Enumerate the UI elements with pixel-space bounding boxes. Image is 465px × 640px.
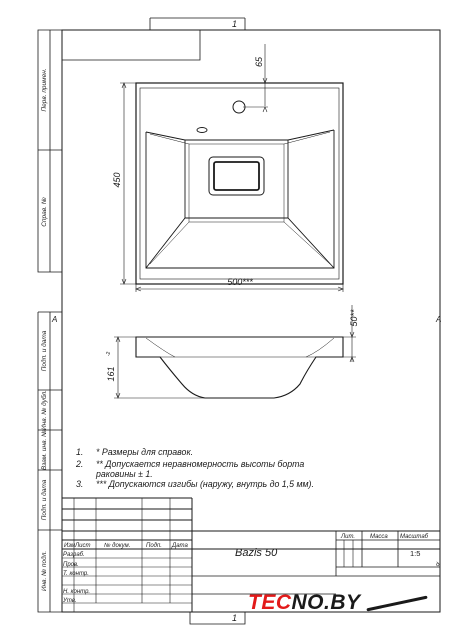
top-stamp	[150, 18, 245, 30]
tb-col-doc-number: № докум.	[104, 543, 131, 549]
left-strip-top	[38, 30, 62, 272]
tb-row-developed: Разраб.	[63, 552, 85, 558]
notes	[75, 447, 314, 489]
stamp-label-replaced-inv: Взам. инв. №	[41, 429, 48, 471]
dim-total-height-tolerance: -2	[106, 351, 112, 357]
basin-side-view	[136, 337, 343, 398]
logo-part-dark: NO.BY	[291, 591, 361, 614]
tb-header-mass: Масса	[370, 534, 388, 540]
tecno-logo	[248, 588, 413, 618]
note-1-number: 1.	[76, 447, 84, 457]
note-3-text: *** Допускаются изгибы (наружу, внутрь до 1,5 мм).	[96, 479, 314, 489]
note-3-number: 3.	[76, 479, 84, 489]
tb-row-approved: Утв.	[63, 598, 77, 604]
tb-row-checked: Пров.	[63, 562, 79, 568]
sheet-number-bottom: 1	[232, 613, 238, 623]
sheet-number-top: 1	[232, 19, 238, 29]
frame-border	[62, 30, 440, 612]
note-2-text-cont: раковины ± 1.	[96, 469, 153, 479]
dim-hole-offset: 65	[254, 56, 264, 68]
corner-mark-a: А	[52, 315, 58, 324]
tb-header-scale: Масштаб	[400, 534, 429, 540]
tb-col-signature: Подп.	[146, 543, 162, 549]
corner-mark-a-right: А	[436, 315, 442, 324]
stamp-label-dup-inv: Инв. № дубл.	[41, 390, 48, 430]
stamp-label-orig-inv: Инв. № подл.	[41, 550, 48, 592]
product-name: Bazis 50	[235, 547, 278, 559]
dimension-lines-top	[120, 44, 343, 292]
tb-row-tech-control: Т. контр.	[63, 571, 89, 577]
dim-width: 500***	[227, 277, 253, 287]
dim-total-height: 161	[106, 366, 116, 382]
tb-header-lit: Лит.	[341, 534, 356, 540]
note-2-text: ** Допускается неравномерность высоты борта	[96, 459, 305, 469]
note-1-text: * Размеры для справок.	[96, 447, 194, 457]
tb-col-date: Дата	[172, 543, 188, 549]
dim-depth: 450	[112, 172, 122, 188]
stamp-label-sign-date-2: Подп. и дата	[41, 479, 48, 521]
stamp-label-sign-date-1: Подп. и дата	[41, 330, 48, 372]
tb-row-norm-control: Н. контр.	[63, 589, 91, 595]
basin-top-view	[136, 83, 343, 284]
dimension-lines-side	[114, 305, 356, 398]
stamp-label-reference: Справ. №	[41, 197, 48, 227]
tb-col-sheet: Лист	[75, 543, 91, 549]
dim-rim-height: 50**	[349, 309, 359, 327]
note-2-number: 2.	[76, 459, 84, 469]
tb-scale-value: 1:5	[410, 549, 421, 558]
tb-col-change: Изм	[64, 543, 76, 549]
top-left-notch	[62, 30, 200, 60]
logo-part-red: TEC	[248, 591, 292, 614]
stamp-label-first-use: Перв. примен.	[41, 68, 48, 112]
tb-edge-mark: ꝺ	[436, 562, 440, 568]
